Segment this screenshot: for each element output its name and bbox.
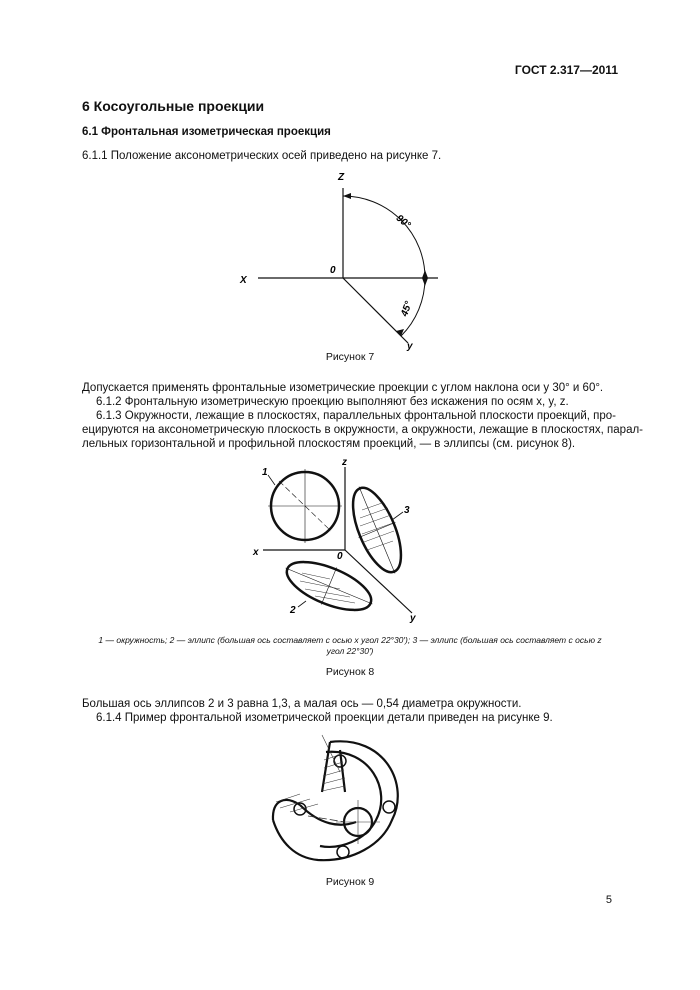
fig7-label-origin: 0	[330, 265, 336, 276]
figure-8-caption: Рисунок 8	[325, 666, 375, 678]
figure-9-caption: Рисунок 9	[325, 876, 375, 888]
figure-7-axes-diagram	[0, 160, 700, 360]
standard-number: ГОСТ 2.317—2011	[514, 63, 618, 77]
fig8-label-y: y	[410, 613, 416, 624]
fig8-label-1: 1	[262, 467, 268, 478]
paragraph-6-1-3-line3: лельных горизонтальной и профильной плоскостям проекций, — в эллипсы (см. рисунок 8).	[82, 438, 576, 450]
figure-7-caption: Рисунок 7	[325, 351, 375, 363]
paragraph-6-1-3-line2: ецируются на аксонометрическую плоскость в окружности, а окружности, лежащие в плоскостях, парал-	[82, 424, 644, 436]
subsection-title: 6.1 Фронтальная изометрическая проекция	[82, 126, 331, 138]
fig7-label-z: Z	[338, 172, 345, 183]
figure-8-legend-line1: 1 — окружность; 2 — эллипс (большая ось составляет с осью x угол 22°30′); 3 — эллипс (большая ось составляет с осью z	[98, 635, 602, 645]
fig8-label-2: 2	[290, 605, 296, 616]
fig7-angle-45: 45°	[399, 300, 415, 319]
fig8-label-3: 3	[404, 505, 410, 516]
figure-9-part-drawing	[0, 730, 700, 880]
section-title: 6 Косоугольные проекции	[82, 98, 265, 114]
figure-8-ellipses-diagram	[0, 455, 700, 625]
fig8-label-z: z	[342, 457, 347, 468]
paragraph-6-1-4: 6.1.4 Пример фронтальной изометрической проекции детали приведен на рисунке 9.	[96, 712, 553, 724]
figure-8-legend-line2: угол 22°30′)	[326, 646, 374, 656]
fig7-label-y: y	[407, 341, 413, 352]
page-number: 5	[605, 894, 612, 906]
paragraph-6-1-1: 6.1.1 Положение аксонометрических осей приведено на рисунке 7.	[82, 150, 442, 162]
fig8-label-origin: 0	[337, 551, 343, 562]
fig7-label-x: X	[240, 275, 247, 286]
paragraph-6-1-3-line1: 6.1.3 Окружности, лежащие в плоскостях, параллельных фронтальной плоскости проекций, про-	[96, 410, 617, 422]
paragraph-6-1-2: 6.1.2 Фронтальную изометрическую проекцию выполняют без искажения по осям x, y, z.	[96, 396, 569, 408]
fig7-angle-90: 90°	[393, 212, 413, 231]
paragraph-ellipse-axes: Большая ось эллипсов 2 и 3 равна 1,3, а малая ось — 0,54 диаметра окружности.	[82, 698, 522, 710]
arc-90	[343, 196, 425, 278]
fig8-label-x: x	[253, 547, 259, 558]
paragraph-allowed-angles: Допускается применять фронтальные изометрические проекции с углом наклона оси y 30° и 60°.	[82, 382, 604, 394]
